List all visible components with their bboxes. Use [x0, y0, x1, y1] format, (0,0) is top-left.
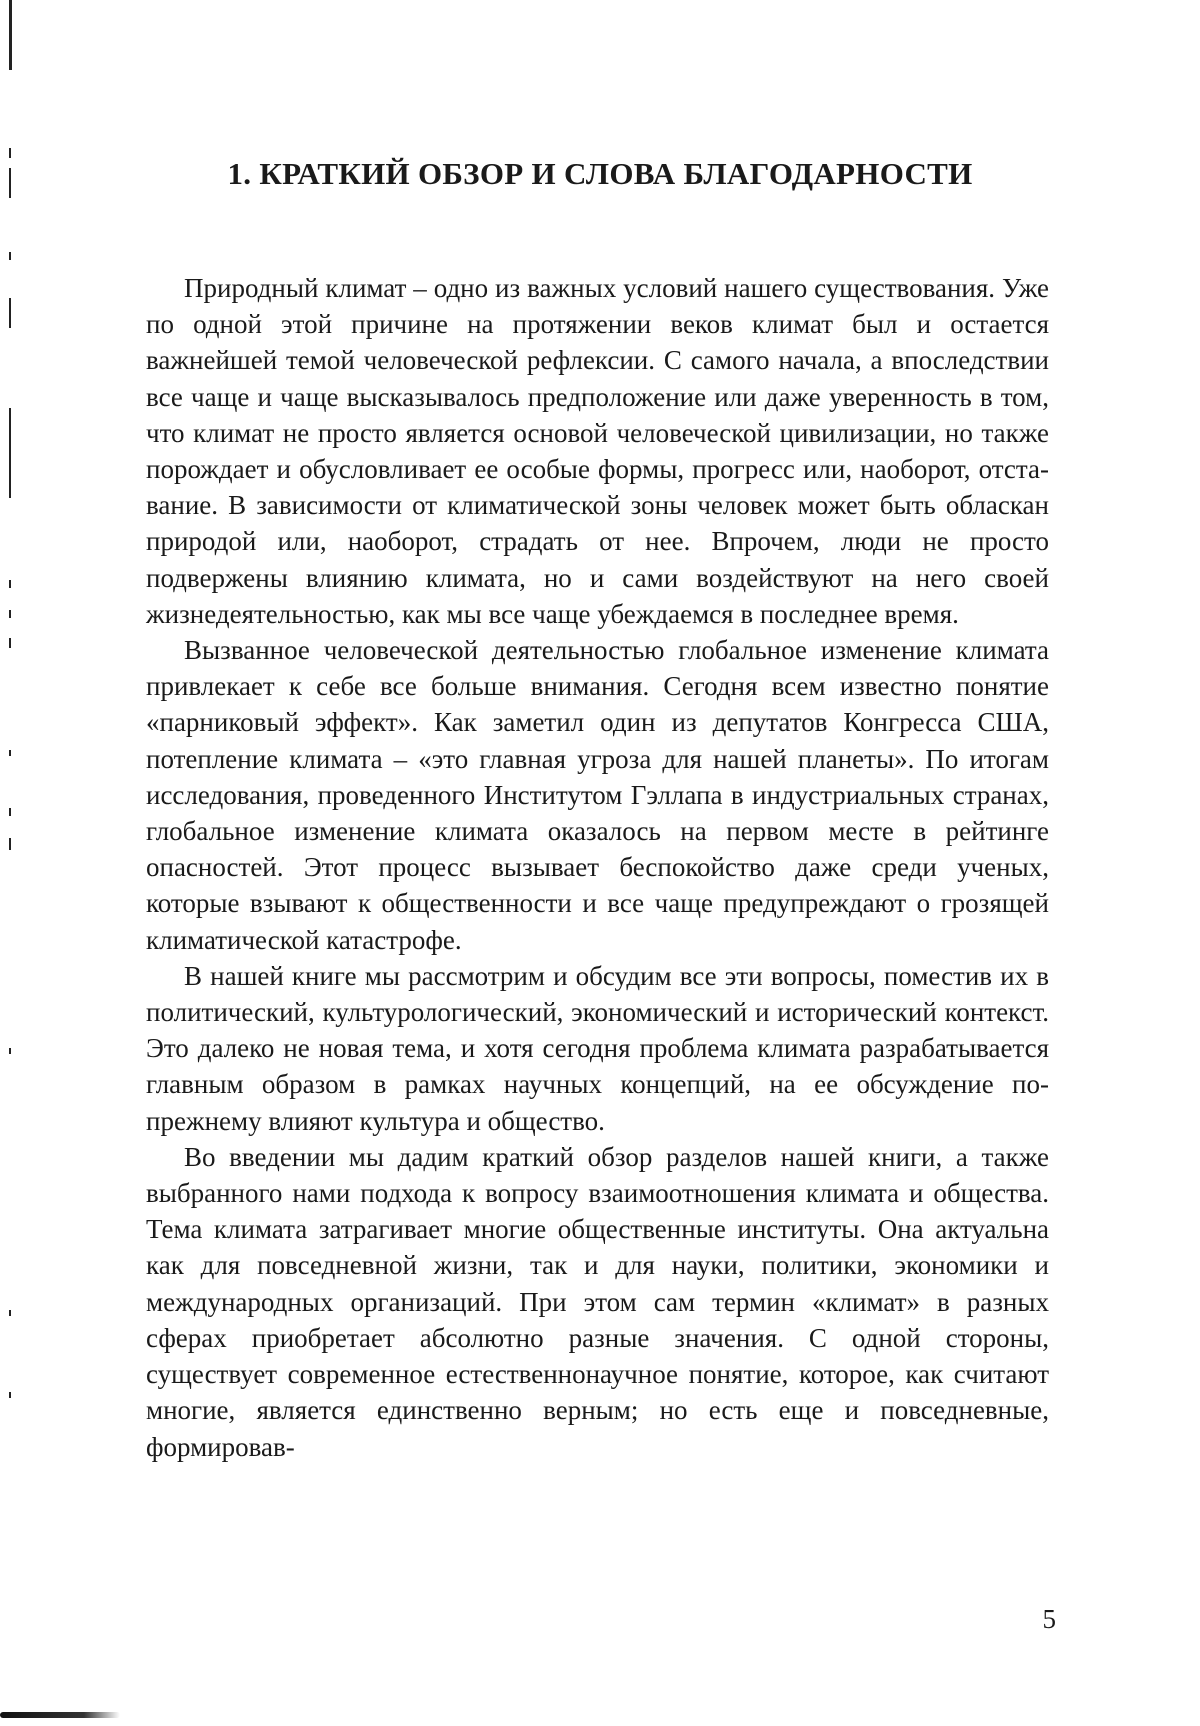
body-text — [146, 270, 1049, 1465]
scan-artifact-top — [9, 0, 12, 70]
scan-artifact — [9, 1310, 11, 1316]
scan-artifact — [9, 168, 11, 198]
scan-artifact — [9, 408, 11, 498]
scan-artifact — [9, 1048, 11, 1054]
paragraph-3: В нашей книге мы рассмотрим и обсудим все эти вопросы, поместив их в политический, культурологический, экономический и исторический контекст. Это далеко не новая тема, и хотя сегодня проблема климата разрабатывается главным образом в рамках научных концепций, на ее обсуждение по-прежнему влияют культура и общество. — [146, 960, 1049, 1136]
scan-artifact — [9, 638, 11, 648]
scan-artifact-bottom — [0, 1712, 120, 1718]
scan-artifact — [9, 1392, 11, 1398]
scan-artifact — [9, 808, 11, 816]
paragraph-4: Во введении мы дадим краткий обзор разделов нашей книги, а также выбранного нами подхода к вопросу взаимоотношения климата и общества. Тема климата затрагивает многие общественные институты. Она актуальна как для повседневной жизни, так и для науки, политики, экономики и международных организаций. При этом сам термин «климат» в разных сферах приобретает абсолютно разные значения. С одной стороны, существует современное естественнонаучное понятие, которое, как считают многие, является единственно верным; но есть еще и повседневные, формировав- — [146, 1141, 1049, 1462]
chapter-heading: 1. КРАТКИЙ ОБЗОР И СЛОВА БЛАГОДАРНОСТИ — [227, 156, 973, 191]
scan-artifact — [9, 750, 11, 756]
scan-artifact — [9, 580, 11, 588]
scan-artifact — [9, 838, 11, 850]
scan-artifact — [9, 610, 11, 618]
scan-artifact — [9, 252, 11, 260]
scan-artifact — [9, 298, 11, 328]
page-number: 5 — [1042, 1604, 1056, 1634]
paragraph-1: Природный климат – одно из важных условий нашего существования. Уже по одной этой причине на протяжении веков климат был и остается важнейшей темой человеческой рефлексии. С самого начала, а впоследствии все чаще и чаще высказывалось предположение или даже уверенность в том, что климат не просто является основой человеческой цивилизации, но также порождает и обусловливает ее особые формы, прогресс или, наоборот, отставание. В зависимости от климатической зоны человек может быть обласкан природой или, наоборот, страдать от нее. Впрочем, люди не просто подвержены влиянию климата, но и сами воздействуют на него своей жизнедеятельностью, как мы все чаще убеждаемся в последнее время. — [146, 273, 1049, 629]
scan-artifact — [9, 148, 11, 158]
paragraph-2: Вызванное человеческой деятельностью глобальное изменение климата привлекает к себе все больше внимания. Сегодня всем известно понятие «парниковый эффект». Как заметил один из депутатов Конгресса США, потепление климата – «это главная угроза для нашей планеты». По итогам исследования, проведенного Институтом Гэллапа в индустриальных странах, глобальное изменение климата оказалось на первом месте в рейтинге опасностей. Этот процесс вызывает беспокойство даже среди ученых, которые взывают к общественности и все чаще предупреждают о грозящей климатической катастрофе. — [146, 635, 1049, 955]
